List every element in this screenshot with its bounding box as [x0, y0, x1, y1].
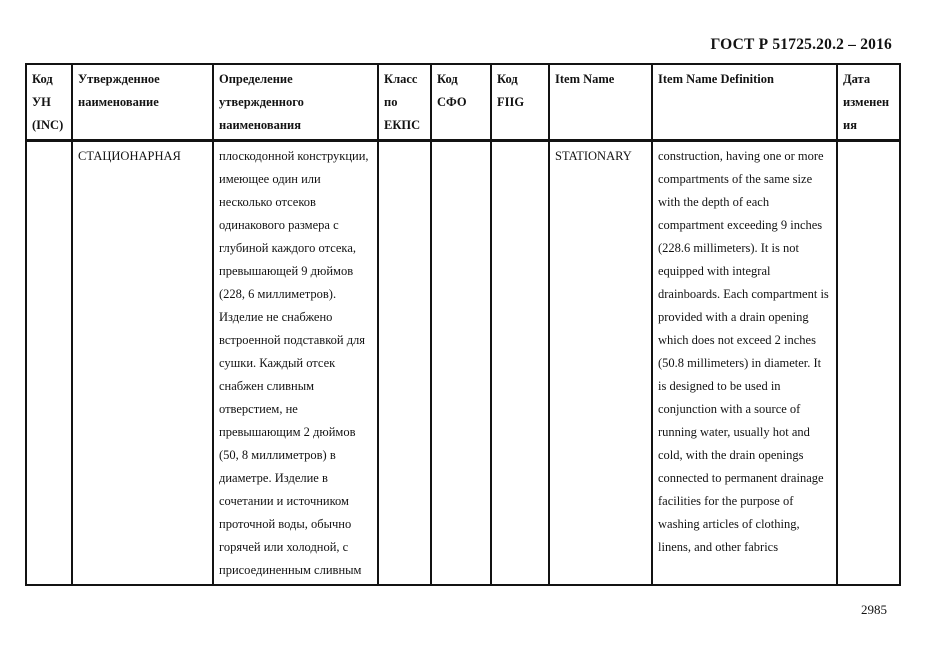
- col-header-ekps-class: Класс по ЕКПС: [378, 64, 431, 141]
- cell-item-name: STATIONARY: [549, 141, 652, 586]
- cell-ekps-class: [378, 141, 431, 586]
- table-row: [26, 141, 900, 586]
- table-header-row: [26, 64, 900, 141]
- cell-sfo-code: [431, 141, 491, 586]
- cell-item-name-definition: construction, having one or more compartments of the same size with the depth of each compartment exceeding 9 inches (228.6 millimeters). It is not equipped with integral drainboards. Each compartment is provided with a drain opening which does not exceed 2 inches (50.8 millimeters) in diameter. It is designed to be used in conjunction with a source of running water, usually hot and cold, with the drain openings connected to permanent drainage facilities for the purpose of washing articles of clothing, linens, and other fabrics: [652, 141, 837, 586]
- cell-approved-definition: плоскодонной конструкции, имеющее один или несколько отсеков одинакового размера с глубиной каждого отсека, превышающей 9 дюймов (228, 6 миллиметров). Изделие не снабжено встроенной подставкой для сушки. Каждый отсек снабжен сливным отверстием, не превышающим 2 дюймов (50, 8 миллиметров) в диаметре. Изделие в сочетании и источником проточной воды, обычно горячей или холодной, с присоединенным сливным: [213, 141, 378, 586]
- cell-fiig-code: [491, 141, 549, 586]
- col-header-sfo-code: Код СФО: [431, 64, 491, 141]
- col-header-approved-name: Утвержденное наименование: [72, 64, 213, 141]
- col-header-item-name: Item Name: [549, 64, 652, 141]
- col-header-fiig-code: Код FIIG: [491, 64, 549, 141]
- cell-inc-code: [26, 141, 72, 586]
- cell-change-date: [837, 141, 900, 586]
- cell-approved-name: СТАЦИОНАРНАЯ: [72, 141, 213, 586]
- col-header-approved-definition: Определение утвержденного наименования: [213, 64, 378, 141]
- col-header-inc-code: Код УН (INC): [26, 64, 72, 141]
- standard-title: ГОСТ Р 51725.20.2 – 2016: [710, 36, 892, 53]
- codification-table: [25, 63, 901, 586]
- col-header-item-name-definition: Item Name Definition: [652, 64, 837, 141]
- col-header-change-date: Дата изменения: [837, 64, 900, 141]
- page-number: 2985: [861, 602, 887, 617]
